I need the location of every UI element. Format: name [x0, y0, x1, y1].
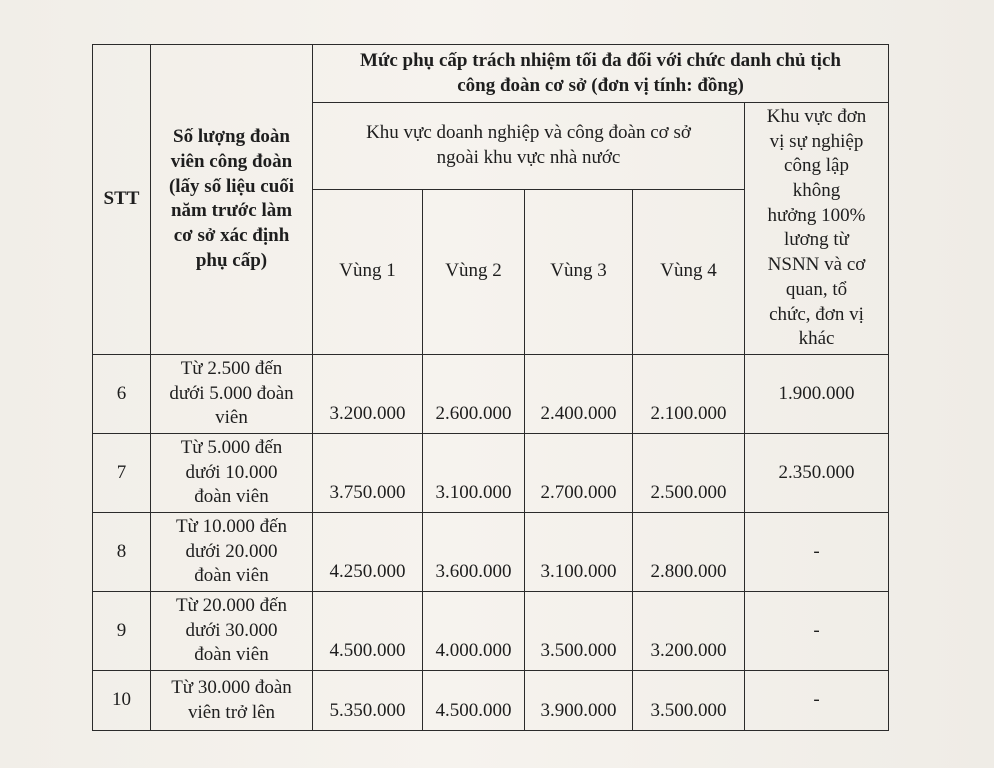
member-range-cell: Từ 2.500 đến dưới 5.000 đoàn viên: [151, 354, 313, 433]
enterprise-area-header: Khu vực doanh nghiệp và công đoàn cơ sở ngoài khu vực nhà nước: [313, 103, 745, 190]
region-3-header: Vùng 3: [525, 189, 633, 354]
region-2-value: 3.600.000: [423, 513, 525, 592]
public-unit-value: 1.900.000: [745, 354, 889, 433]
public-unit-value: 2.350.000: [745, 433, 889, 512]
public-unit-value: -: [745, 592, 889, 671]
region-4-value: 2.800.000: [633, 513, 745, 592]
table-row: [93, 433, 889, 512]
allowance-table: [92, 44, 889, 731]
region-1-value: 5.350.000: [313, 671, 423, 731]
public-unit-value: -: [745, 671, 889, 731]
region-2-value: 4.500.000: [423, 671, 525, 731]
region-4-value: 2.500.000: [633, 433, 745, 512]
region-1-header: Vùng 1: [313, 189, 423, 354]
region-2-header: Vùng 2: [423, 189, 525, 354]
table-row: [93, 513, 889, 592]
stt-cell: 9: [93, 592, 151, 671]
region-1-value: 3.200.000: [313, 354, 423, 433]
header-row-1: [93, 45, 889, 103]
member-range-cell: Từ 20.000 đến dưới 30.000 đoàn viên: [151, 592, 313, 671]
max-allowance-header: Mức phụ cấp trách nhiệm tối đa đối với chức danh chủ tịch công đoàn cơ sở (đơn vị tính: đồng): [313, 45, 889, 103]
stt-cell: 7: [93, 433, 151, 512]
region-2-value: 3.100.000: [423, 433, 525, 512]
region-3-value: 3.100.000: [525, 513, 633, 592]
stt-header: STT: [93, 45, 151, 355]
table-row: [93, 671, 889, 731]
table-row: [93, 592, 889, 671]
region-3-value: 2.400.000: [525, 354, 633, 433]
region-1-value: 4.250.000: [313, 513, 423, 592]
stt-cell: 8: [93, 513, 151, 592]
region-4-value: 2.100.000: [633, 354, 745, 433]
region-4-value: 3.500.000: [633, 671, 745, 731]
region-4-header: Vùng 4: [633, 189, 745, 354]
region-3-value: 2.700.000: [525, 433, 633, 512]
member-count-header: Số lượng đoàn viên công đoàn (lấy số liệu cuối năm trước làm cơ sở xác định phụ cấp): [151, 45, 313, 355]
region-4-value: 3.200.000: [633, 592, 745, 671]
table-row: [93, 354, 889, 433]
region-1-value: 3.750.000: [313, 433, 423, 512]
member-range-cell: Từ 5.000 đến dưới 10.000 đoàn viên: [151, 433, 313, 512]
region-2-value: 2.600.000: [423, 354, 525, 433]
region-1-value: 4.500.000: [313, 592, 423, 671]
member-range-cell: Từ 10.000 đến dưới 20.000 đoàn viên: [151, 513, 313, 592]
member-range-cell: Từ 30.000 đoàn viên trở lên: [151, 671, 313, 731]
region-3-value: 3.900.000: [525, 671, 633, 731]
region-3-value: 3.500.000: [525, 592, 633, 671]
stt-cell: 10: [93, 671, 151, 731]
public-unit-header: Khu vực đơn vị sự nghiệp công lập không hưởng 100% lương từ NSNN và cơ quan, tổ chức, đơn vị khác: [745, 103, 889, 355]
stt-cell: 6: [93, 354, 151, 433]
public-unit-value: -: [745, 513, 889, 592]
region-2-value: 4.000.000: [423, 592, 525, 671]
